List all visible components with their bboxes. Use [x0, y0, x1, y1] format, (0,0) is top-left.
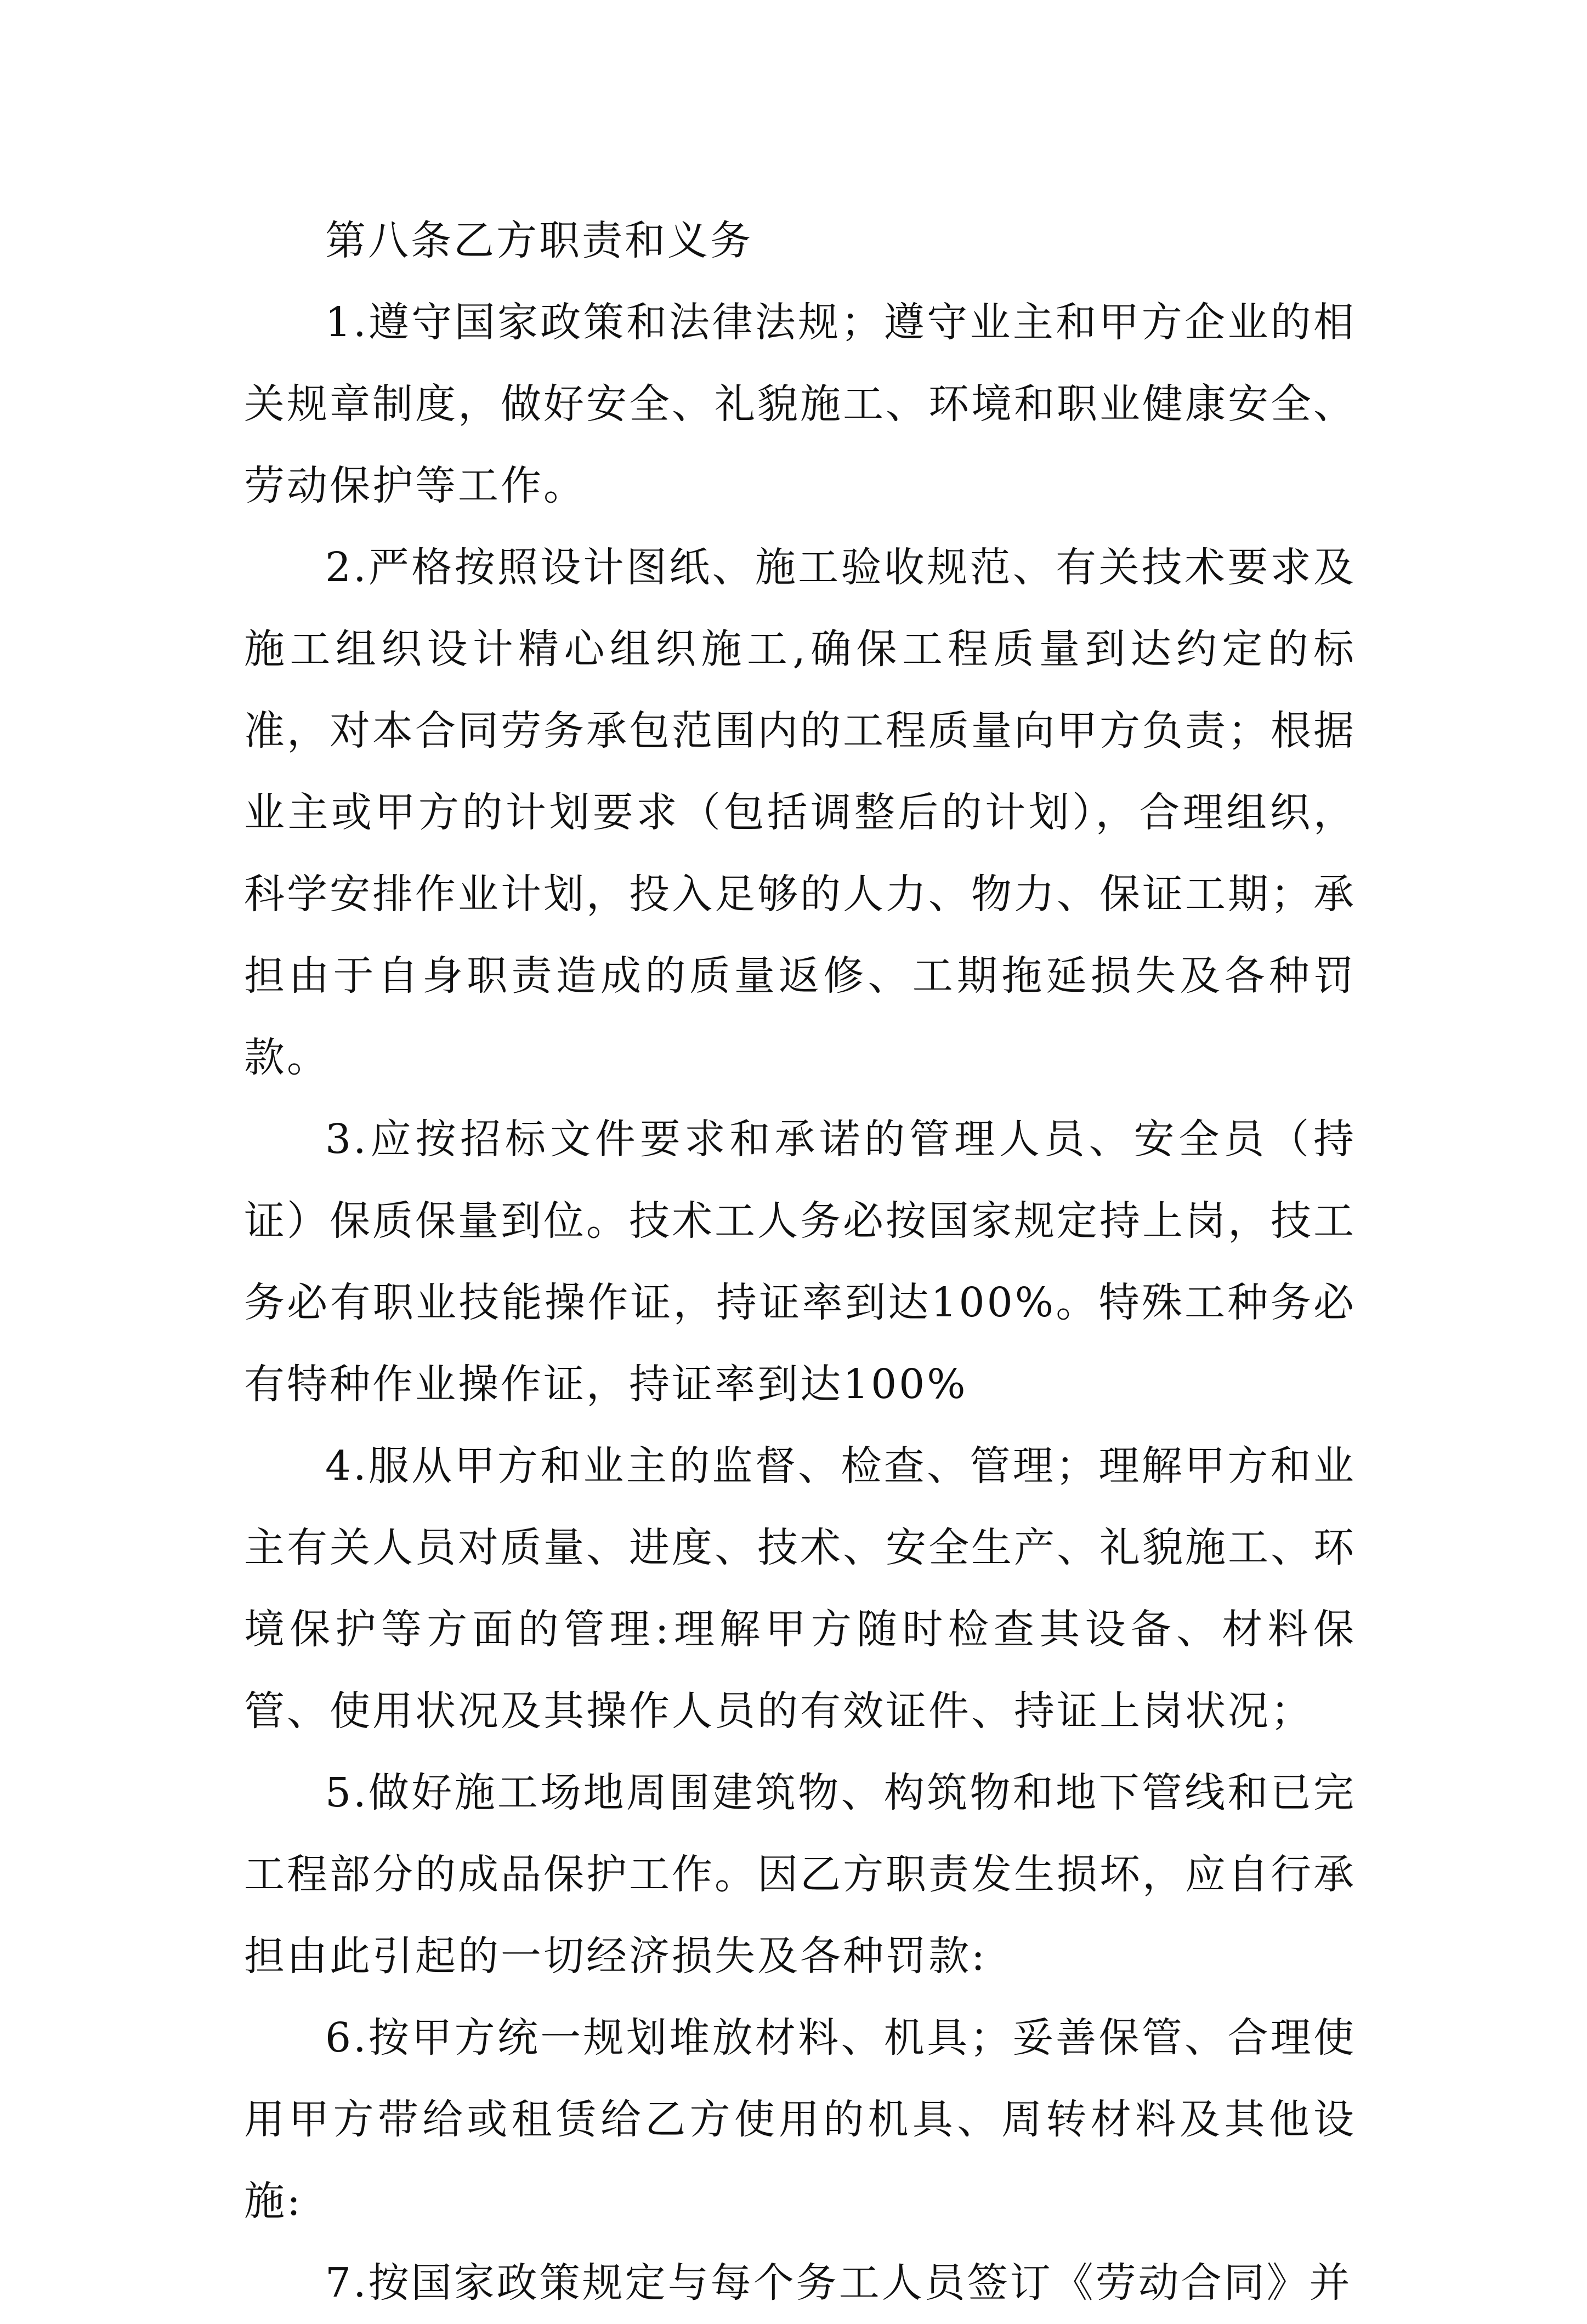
paragraph-3: 3.应按招标文件要求和承诺的管理人员、安全员（持证）保质保量到位。技术工人务必按国家规定持上岗，技工务必有职业技能操作证，持证率到达100%。特殊工种务必有特种作业操作证，持证率到达100%: [244, 1116, 1356, 1408]
paragraph-7: 7.按国家政策规定与每个务工人员签订《劳动合同》并: [325, 2259, 1352, 2306]
paragraph-4: 4.服从甲方和业主的监督、检查、管理；理解甲方和业主有关人员对质量、进度、技术、安全生产、礼貌施工、环境保护等方面的管理:理解甲方随时检查其设备、材料保管、使用状况及其操作人员的有效证件、持证上岗状况；: [244, 1442, 1356, 1735]
paragraph-6: 6.按甲方统一规划堆放材料、机具；妥善保管、合理使用甲方带给或租赁给乙方使用的机具、周转材料及其他设施:: [244, 2014, 1356, 2225]
paragraph-5: 5.做好施工场地周围建筑物、构筑物和地下管线和已完工程部分的成品保护工作。因乙方职责发生损坏，应自行承担由此引起的一切经济损失及各种罚款:: [244, 1769, 1356, 1980]
document-body: [244, 200, 1356, 2324]
section-heading: 第八条乙方职责和义务: [325, 217, 753, 264]
paragraph-1: 1.遵守国家政策和法律法规；遵守业主和甲方企业的相关规章制度，做好安全、礼貌施工、环境和职业健康安全、劳动保护等工作。: [244, 299, 1356, 509]
paragraph-2: 2.严格按照设计图纸、施工验收规范、有关技术要求及施工组织设计精心组织施工,确保工程质量到达约定的标准，对本合同劳务承包范围内的工程质量向甲方负责；根据业主或甲方的计划要求（包括调整后的计划），合理组织，科学安排作业计划，投入足够的人力、物力、保证工期；承担由于自身职责造成的质量返修、工期拖延损失及各种罚款。: [244, 544, 1356, 1081]
